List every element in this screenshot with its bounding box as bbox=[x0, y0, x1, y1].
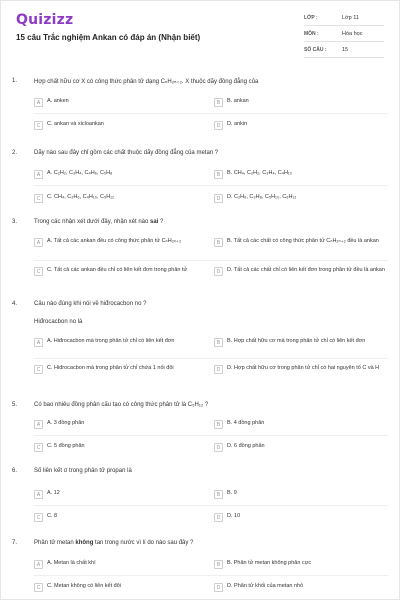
option-c[interactable] bbox=[34, 194, 206, 203]
option-text: D. Phân tử khối của metan nhỏ bbox=[227, 583, 304, 589]
option-text: C. CH₄, C₂H₆, C₄H₁₀, C₅H₁₂ bbox=[47, 194, 115, 200]
option-d[interactable] bbox=[214, 194, 386, 203]
option-letter-box: A bbox=[34, 238, 43, 247]
question-number: 4. bbox=[12, 301, 18, 307]
question-number: 6. bbox=[12, 468, 18, 474]
option-letter-box: D bbox=[214, 121, 223, 130]
worksheet-title: 15 câu Trắc nghiệm Ankan có đáp án (Nhận biết) bbox=[16, 33, 201, 42]
question-emphasis: sai bbox=[150, 219, 159, 225]
option-text: D. Tất cả các chất chỉ có liên kết đơn trong phân tử đều là ankan bbox=[227, 267, 385, 273]
option-text: D. Hợp chất hữu cơ trong phân tử chỉ có hai nguyên tố C và H bbox=[227, 365, 380, 371]
option-b[interactable] bbox=[214, 170, 386, 179]
question-text: Có bao nhiêu đồng phân cấu tạo có công thức phân tử là C₅H₁₂ ? bbox=[34, 402, 209, 408]
option-letter-box: B bbox=[214, 490, 223, 499]
question-number: 3. bbox=[12, 219, 18, 225]
option-a[interactable] bbox=[34, 420, 206, 429]
question-text-part: Phân tử metan bbox=[34, 540, 76, 546]
option-b[interactable] bbox=[214, 238, 386, 247]
question-6 bbox=[12, 468, 388, 528]
option-d[interactable] bbox=[214, 365, 386, 374]
option-b[interactable] bbox=[214, 420, 386, 429]
option-d[interactable] bbox=[214, 443, 386, 452]
option-a[interactable] bbox=[34, 338, 206, 347]
option-text: A. anken bbox=[47, 98, 69, 104]
option-text: B. Phân tử metan không phân cực bbox=[227, 560, 312, 566]
option-divider bbox=[34, 575, 388, 576]
option-text: D. 10 bbox=[227, 513, 241, 519]
option-letter-box: C bbox=[34, 583, 43, 592]
option-text: C. 5 đồng phân bbox=[47, 443, 85, 449]
question-number: 5. bbox=[12, 402, 18, 408]
option-divider bbox=[34, 260, 388, 261]
meta-label: SỐ CÂU : bbox=[304, 46, 327, 53]
worksheet-header bbox=[16, 10, 384, 72]
option-letter-box: B bbox=[214, 560, 223, 569]
option-b[interactable] bbox=[214, 560, 386, 569]
option-text: C. ankan và xicloankan bbox=[47, 121, 104, 127]
option-d[interactable] bbox=[214, 583, 386, 592]
question-7 bbox=[12, 540, 388, 598]
quizizz-logo: Quizizz bbox=[16, 12, 74, 28]
option-letter-box: B bbox=[214, 98, 223, 107]
option-text: B. Tất cả các chất có công thức phân tử CₙH₂ₙ₊₂ đều là ankan bbox=[227, 238, 379, 244]
question-text-part: tan trong nước vì lí do nào sau đây ? bbox=[93, 540, 194, 546]
meta-label: MÔN : bbox=[304, 30, 319, 37]
option-b[interactable] bbox=[214, 338, 386, 347]
option-letter-box: D bbox=[214, 194, 223, 203]
question-text bbox=[34, 219, 163, 225]
question-4 bbox=[12, 301, 388, 393]
option-divider bbox=[34, 185, 388, 186]
option-letter-box: D bbox=[214, 583, 223, 592]
option-d[interactable] bbox=[214, 513, 386, 522]
option-a[interactable] bbox=[34, 490, 206, 499]
option-c[interactable] bbox=[34, 443, 206, 452]
option-letter-box: D bbox=[214, 267, 223, 276]
option-text: B. Hợp chất hữu cơ mà trong phân tử chỉ có liên kết đơn bbox=[227, 338, 366, 344]
option-c[interactable] bbox=[34, 267, 206, 276]
option-text: A. Hiđrocacbon mà trong phân tử chỉ có liên kết đơn bbox=[47, 338, 175, 344]
option-a[interactable] bbox=[34, 98, 206, 107]
option-letter-box: B bbox=[214, 338, 223, 347]
option-c[interactable] bbox=[34, 583, 206, 592]
option-a[interactable] bbox=[34, 560, 206, 569]
option-letter-box: B bbox=[214, 420, 223, 429]
meta-value: Hóa học bbox=[342, 30, 363, 37]
option-divider bbox=[34, 505, 388, 506]
option-letter-box: A bbox=[34, 420, 43, 429]
question-text: Câu nào đúng khi nói về hiđrocacbon no ? bbox=[34, 301, 147, 307]
question-subtext: Hiđrocacbon no là bbox=[34, 319, 83, 325]
option-letter-box: B bbox=[214, 238, 223, 247]
option-letter-box: A bbox=[34, 490, 43, 499]
option-letter-box: D bbox=[214, 513, 223, 522]
option-letter-box: C bbox=[34, 194, 43, 203]
option-letter-box: C bbox=[34, 443, 43, 452]
option-text: A. 3 đồng phân bbox=[47, 420, 85, 426]
question-text: Dãy nào sau đây chỉ gồm các chất thuộc dãy đồng đẳng của metan ? bbox=[34, 150, 219, 156]
option-text: C. 8 bbox=[47, 513, 58, 519]
option-text: B. ankan bbox=[227, 98, 249, 104]
option-text: C. Tất cả các ankan đều chỉ có liên kết đơn trong phân tử bbox=[47, 267, 188, 273]
option-d[interactable] bbox=[214, 267, 386, 276]
question-text: Hợp chất hữu cơ X có công thức phân tử dạng CₙH₂ₙ₊₂. X thuộc dãy đồng đẳng của bbox=[34, 79, 259, 85]
option-d[interactable] bbox=[214, 121, 386, 130]
option-text: D. 6 đồng phân bbox=[227, 443, 265, 449]
meta-row-class bbox=[304, 10, 384, 26]
option-divider bbox=[34, 435, 388, 436]
option-letter-box: A bbox=[34, 338, 43, 347]
question-number: 7. bbox=[12, 540, 18, 546]
question-emphasis: không bbox=[75, 540, 94, 546]
question-2 bbox=[12, 150, 388, 210]
option-letter-box: C bbox=[34, 121, 43, 130]
option-b[interactable] bbox=[214, 98, 386, 107]
meta-value: Lớp 11 bbox=[342, 14, 359, 21]
meta-row-subject bbox=[304, 26, 384, 42]
option-letter-box: D bbox=[214, 365, 223, 374]
question-number: 2. bbox=[12, 150, 18, 156]
question-3 bbox=[12, 219, 388, 289]
option-letter-box: C bbox=[34, 267, 43, 276]
option-text: A. C₂H₂, C₃H₄, C₄H₆, C₅H₈ bbox=[47, 170, 113, 176]
question-text-part: Trong các nhận xét dưới đây, nhận xét nào bbox=[34, 219, 151, 225]
option-a[interactable] bbox=[34, 170, 206, 179]
option-b[interactable] bbox=[214, 490, 386, 499]
meta-label: LỚP : bbox=[304, 14, 318, 21]
question-1 bbox=[12, 78, 388, 138]
option-letter-box: D bbox=[214, 443, 223, 452]
option-letter-box: C bbox=[34, 365, 43, 374]
question-text: Số liên kết σ trong phân tử propan là bbox=[34, 468, 132, 474]
option-c[interactable] bbox=[34, 365, 206, 374]
option-text: D. C₂H₆, C₃H₈, C₅H₁₀, C₆H₁₂ bbox=[227, 194, 297, 200]
option-c[interactable] bbox=[34, 121, 206, 130]
option-a[interactable] bbox=[34, 238, 206, 247]
option-letter-box: A bbox=[34, 98, 43, 107]
option-text: B. 4 đồng phân bbox=[227, 420, 265, 426]
option-c[interactable] bbox=[34, 513, 206, 522]
option-letter-box: A bbox=[34, 560, 43, 569]
option-letter-box: A bbox=[34, 170, 43, 179]
option-letter-box: C bbox=[34, 513, 43, 522]
option-letter-box: B bbox=[214, 170, 223, 179]
question-text bbox=[34, 540, 193, 546]
option-text: A. 12 bbox=[47, 490, 60, 496]
meta-table bbox=[304, 10, 384, 58]
question-number: 1. bbox=[12, 78, 18, 84]
option-text: A. Metan là chất khí bbox=[47, 560, 96, 566]
option-divider bbox=[34, 358, 388, 359]
question-text-part: ? bbox=[158, 219, 164, 225]
option-text: C. Hiđrocacbon mà trong phân tử chỉ chứa 1 nối đôi bbox=[47, 365, 174, 371]
option-text: B. 9 bbox=[227, 490, 237, 496]
option-text: A. Tất cả các ankan đều có công thức phân tử CₙH₂ₙ₊₂ bbox=[47, 238, 182, 244]
option-text: B. CH₄, C₂H₂, C₃H₄, C₄H₁₀ bbox=[227, 170, 293, 176]
option-text: D. ankin bbox=[227, 121, 248, 127]
meta-value: 15 bbox=[342, 46, 349, 53]
meta-row-count bbox=[304, 42, 384, 58]
option-divider bbox=[34, 113, 388, 114]
option-text: C. Metan không có liên kết đôi bbox=[47, 583, 121, 589]
question-5 bbox=[12, 402, 388, 462]
